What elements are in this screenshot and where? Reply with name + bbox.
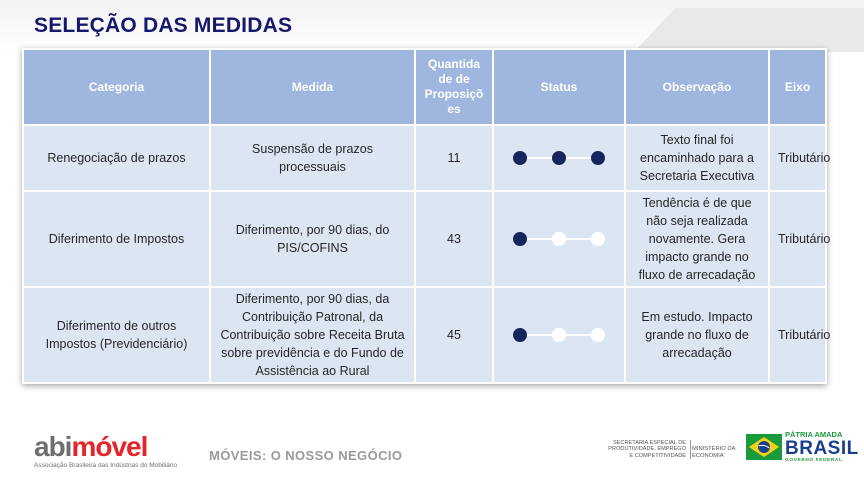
logo-movel-text: móvel: [71, 431, 148, 462]
status-progress: [513, 231, 605, 247]
cell-categoria: Diferimento de Impostos: [24, 192, 209, 286]
header-status: Status: [494, 50, 624, 124]
status-step-dot: [513, 328, 527, 342]
status-step-dot: [552, 328, 566, 342]
table-row: [24, 126, 825, 190]
governo-federal-text: GOVERNO FEDERAL: [785, 458, 843, 463]
header-quantidade: Quantida de de Proposiçõ es: [416, 50, 492, 124]
cell-observacao: Texto final foi encaminhado para a Secretaria Executiva: [626, 126, 768, 190]
ministerio-label: MINISTÉRIO DA ECONOMIA: [692, 446, 736, 459]
brasil-text: BRASIL: [785, 438, 859, 459]
cell-eixo: Tributário: [770, 192, 825, 286]
status-progress: [513, 327, 605, 343]
header-observacao: Observação: [626, 50, 768, 124]
table-header-row: [24, 50, 825, 124]
status-step-dot: [552, 151, 566, 165]
cell-status: [494, 126, 624, 190]
status-step-dot: [591, 232, 605, 246]
slogan: MÓVEIS: O NOSSO NEGÓCIO: [209, 448, 403, 463]
cell-categoria: Diferimento de outros Impostos (Previdenciário): [24, 288, 209, 382]
page-title: SELEÇÃO DAS MEDIDAS: [34, 14, 293, 37]
status-step-dot: [591, 151, 605, 165]
cell-medida: Diferimento, por 90 dias, da Contribuição Patronal, da Contribuição sobre Receita Bruta sobre previdência e do Fundo de Assistência ao Rural: [211, 288, 414, 382]
cell-observacao: Tendência é de que não seja realizada novamente. Gera impacto grande no fluxo de arrecadação: [626, 192, 768, 286]
status-progress: [513, 150, 605, 166]
cell-status: [494, 192, 624, 286]
cell-eixo: Tributário: [770, 126, 825, 190]
cell-medida: Diferimento, por 90 dias, do PIS/COFINS: [211, 192, 414, 286]
patria-amada-text: PÁTRIA AMADA: [785, 430, 843, 439]
status-step-dot: [591, 328, 605, 342]
secretaria-label: SECRETARIA ESPECIAL DE PRODUTIVIDADE, EMPREGO E COMPETITIVIDADE: [604, 440, 691, 459]
status-step-dot: [513, 232, 527, 246]
table-row: [24, 192, 825, 286]
patria-amada-brasil-logo: [785, 431, 857, 464]
header-eixo: Eixo: [770, 50, 825, 124]
header-categoria: Categoria: [24, 50, 209, 124]
cell-categoria: Renegociação de prazos: [24, 126, 209, 190]
cell-quantidade: 11: [416, 126, 492, 190]
measures-table: [22, 48, 831, 384]
logo-abi-text: abi: [34, 431, 72, 462]
cell-status: [494, 288, 624, 382]
header-medida: Medida: [211, 50, 414, 124]
cell-quantidade: 43: [416, 192, 492, 286]
cell-medida: Suspensão de prazos processuais: [211, 126, 414, 190]
abimovel-logo: [34, 433, 177, 469]
logo-subtitle: Associação Brasileira das Indústrias do Mobiliário: [34, 462, 178, 469]
brazil-flag-icon: [746, 434, 782, 460]
cell-observacao: Em estudo. Impacto grande no fluxo de arrecadação: [626, 288, 768, 382]
table-row: [24, 288, 825, 382]
status-step-dot: [552, 232, 566, 246]
cell-eixo: Tributário: [770, 288, 825, 382]
cell-quantidade: 45: [416, 288, 492, 382]
status-step-dot: [513, 151, 527, 165]
